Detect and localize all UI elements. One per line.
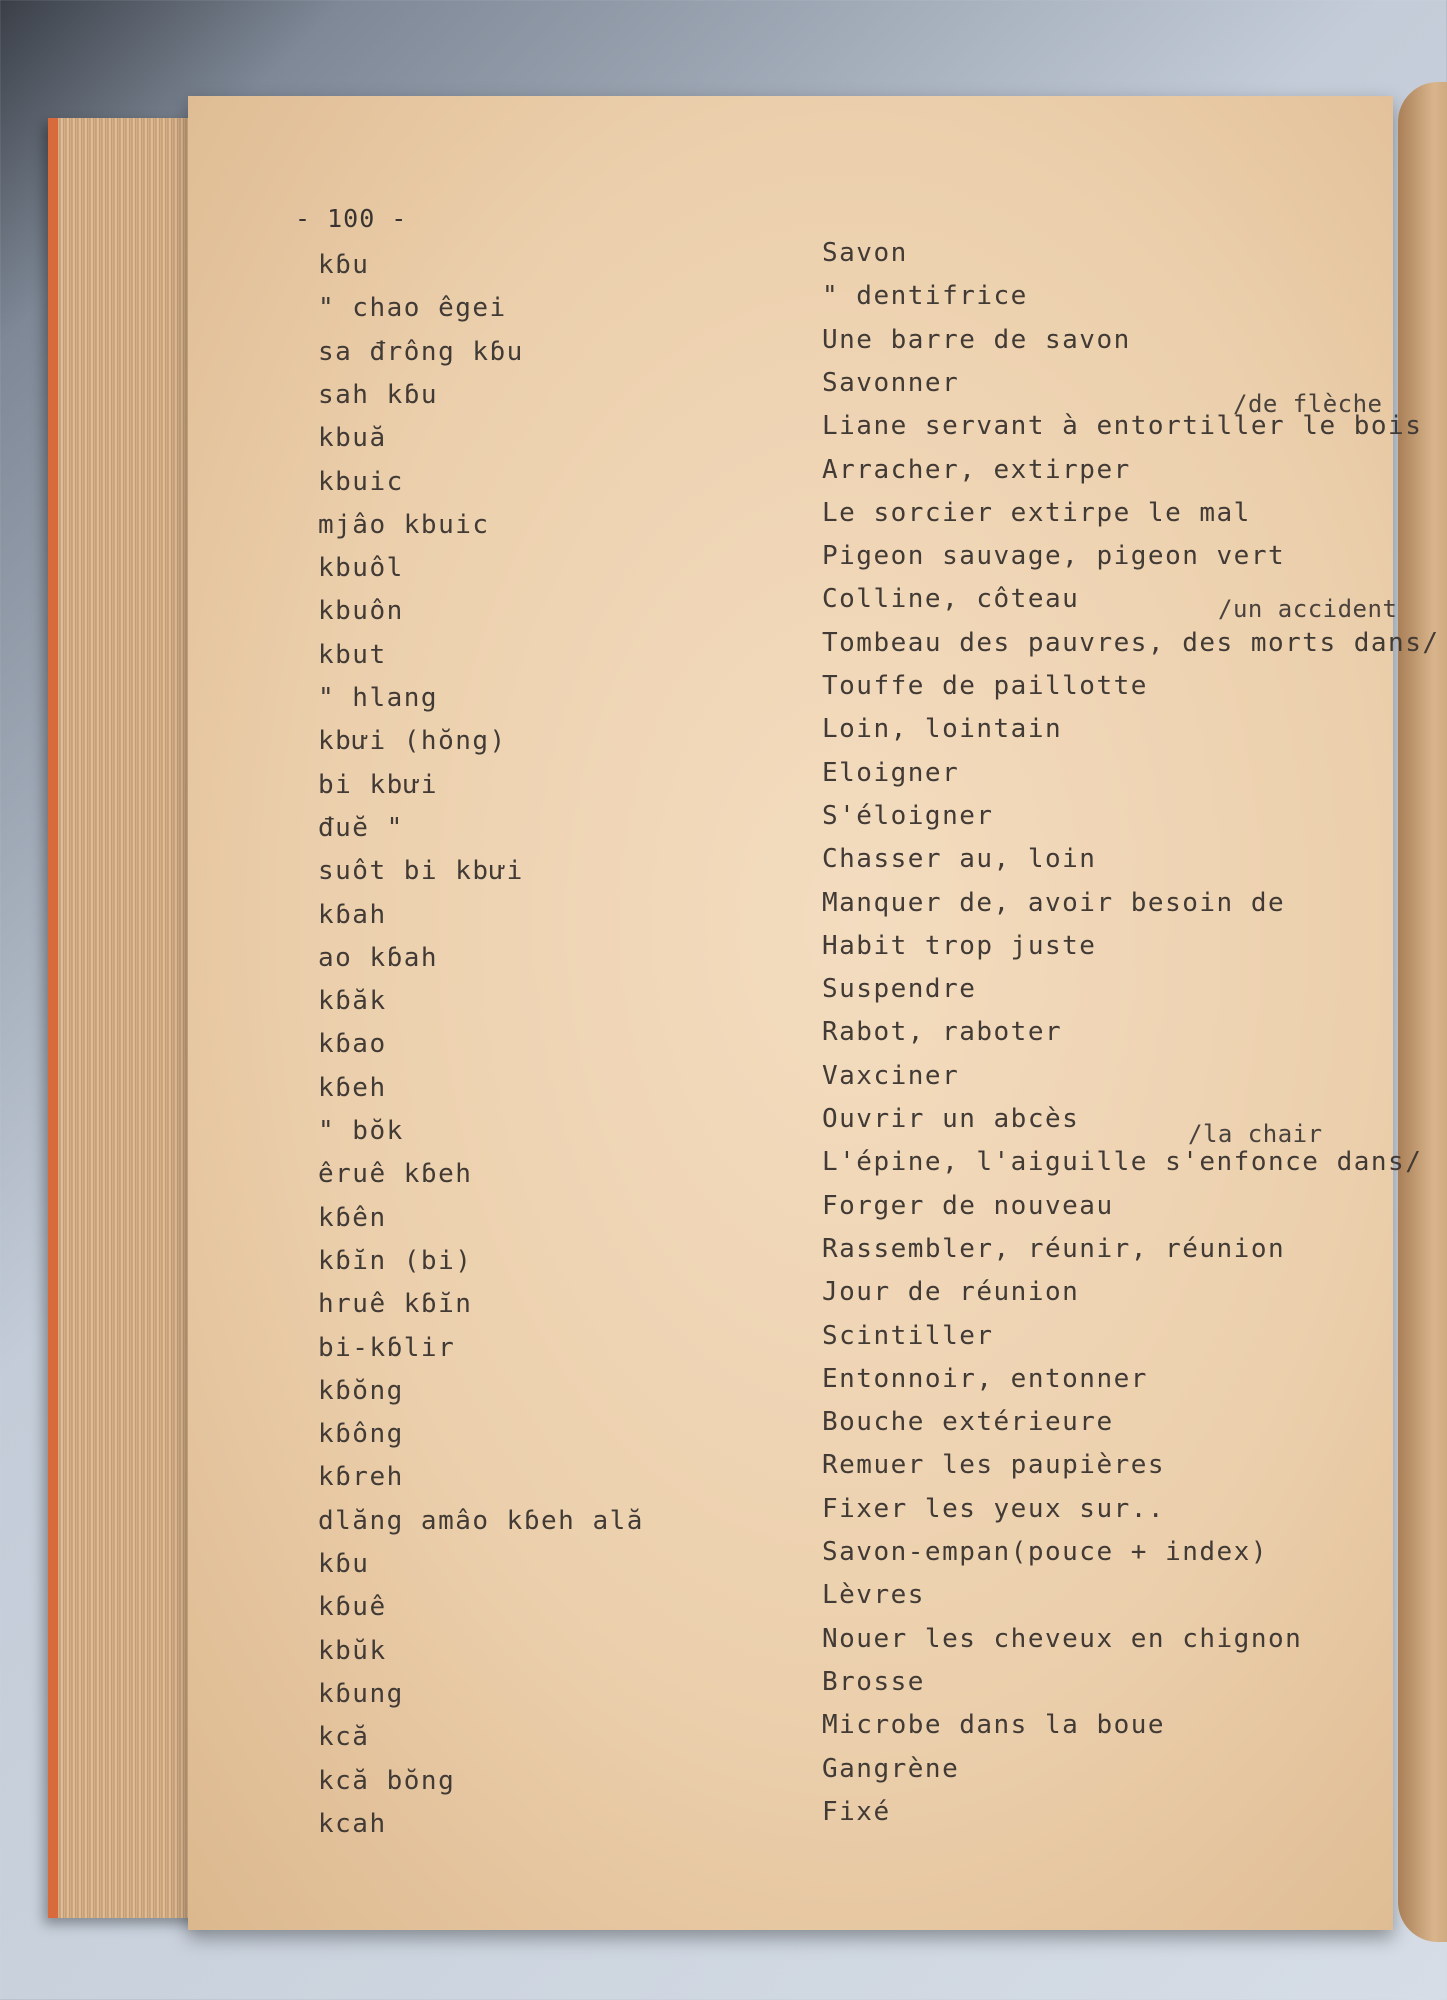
entry-gloss: Microbe dans la boue: [822, 1710, 1166, 1740]
entry-gloss: Rassembler, réunir, réunion: [822, 1234, 1286, 1264]
entry-term: kɓao: [318, 1029, 387, 1059]
margin-note: /la chair: [1188, 1120, 1323, 1148]
margin-note: /un accident: [1218, 595, 1398, 623]
entry-gloss: Loin, lointain: [822, 714, 1063, 744]
next-page-edge: [1398, 82, 1447, 1942]
entry-term: kcă bŏng: [318, 1766, 456, 1796]
entry-term: kɓu: [318, 1549, 370, 1579]
entry-gloss: Le sorcier extirpe le mal: [822, 498, 1251, 528]
entry-term: đuĕ ": [318, 813, 404, 843]
entry-term: kcă: [318, 1722, 370, 1752]
entry-term: kɓăk: [318, 986, 387, 1016]
entry-gloss: Arracher, extirper: [822, 455, 1131, 485]
entry-term: sah kɓu: [318, 380, 439, 410]
entry-gloss: Fixer les yeux sur..: [822, 1494, 1166, 1524]
entry-gloss: Savon: [822, 238, 908, 268]
entry-gloss: Chasser au, loin: [822, 844, 1097, 874]
entry-term: kɓŏng: [318, 1376, 404, 1406]
entry-gloss: Entonnoir, entonner: [822, 1364, 1148, 1394]
entry-term: êruê kɓeh: [318, 1159, 473, 1189]
entry-gloss: Une barre de savon: [822, 325, 1131, 355]
entry-gloss: L'épine, l'aiguille s'enfonce dans/: [822, 1147, 1423, 1177]
entry-gloss: Touffe de paillotte: [822, 671, 1148, 701]
entry-gloss: " dentifrice: [822, 281, 1028, 311]
entry-term: bi kbưi: [318, 770, 439, 800]
entry-gloss: Forger de nouveau: [822, 1191, 1114, 1221]
entry-term: kbuôn: [318, 596, 404, 626]
entry-term: mjâo kbuic: [318, 510, 490, 540]
entry-gloss: Remuer les paupières: [822, 1450, 1166, 1480]
entry-term: kɓah: [318, 900, 387, 930]
entry-term: kɓung: [318, 1679, 404, 1709]
entry-term: kɓeh: [318, 1073, 387, 1103]
entry-term: kbuă: [318, 423, 387, 453]
entry-gloss: Liane servant à entortiller le bois: [822, 411, 1423, 441]
entry-gloss: Pigeon sauvage, pigeon vert: [822, 541, 1286, 571]
entry-term: bi-kɓlir: [318, 1333, 456, 1363]
entry-gloss: Ouvrir un abcès: [822, 1104, 1080, 1134]
entry-gloss: Brosse: [822, 1667, 925, 1697]
entry-term: kɓĭn (bi): [318, 1246, 473, 1276]
margin-note: /de flèche: [1233, 390, 1383, 418]
entry-gloss: S'éloigner: [822, 801, 994, 831]
entry-term: kbuic: [318, 467, 404, 497]
entry-gloss: Bouche extérieure: [822, 1407, 1114, 1437]
entry-gloss: Scintiller: [822, 1321, 994, 1351]
entry-gloss: Savon-empan(pouce + index): [822, 1537, 1268, 1567]
entry-gloss: Manquer de, avoir besoin de: [822, 888, 1286, 918]
entry-term: suôt bi kbưi: [318, 856, 524, 886]
entry-gloss: Lèvres: [822, 1580, 925, 1610]
entry-term: kbŭk: [318, 1636, 387, 1666]
entry-term: " hlang: [318, 683, 439, 713]
entry-gloss: Tombeau des pauvres, des morts dans/: [822, 628, 1440, 658]
entry-term: kɓreh: [318, 1462, 404, 1492]
entry-term: ao kɓah: [318, 943, 439, 973]
entry-gloss: Savonner: [822, 368, 960, 398]
entry-term: " bŏk: [318, 1116, 404, 1146]
page-edges: [48, 118, 208, 1918]
entry-gloss: Gangrène: [822, 1754, 960, 1784]
page-number: - 100 -: [295, 204, 408, 233]
entry-term: kbưi (hŏng): [318, 726, 507, 756]
entry-gloss: Rabot, raboter: [822, 1017, 1063, 1047]
entry-term: kɓuê: [318, 1592, 387, 1622]
entry-gloss: Habit trop juste: [822, 931, 1097, 961]
entry-term: kɓu: [318, 250, 370, 280]
entry-term: kbuôl: [318, 553, 404, 583]
entry-term: hruê kɓĭn: [318, 1289, 473, 1319]
entry-term: kbut: [318, 640, 387, 670]
entry-gloss: Jour de réunion: [822, 1277, 1080, 1307]
entry-gloss: Nouer les cheveux en chignon: [822, 1624, 1303, 1654]
entry-term: kcah: [318, 1809, 387, 1839]
entry-gloss: Eloigner: [822, 758, 960, 788]
entry-term: kɓông: [318, 1419, 404, 1449]
entry-term: sa đrông kɓu: [318, 337, 524, 367]
entry-gloss: Colline, côteau: [822, 584, 1080, 614]
entry-gloss: Suspendre: [822, 974, 977, 1004]
entry-gloss: Vaxciner: [822, 1061, 960, 1091]
entry-gloss: Fixé: [822, 1797, 891, 1827]
entry-term: dlăng amâo kɓeh ală: [318, 1506, 644, 1536]
entry-term: kɓên: [318, 1203, 387, 1233]
entry-term: " chao êgei: [318, 293, 507, 323]
